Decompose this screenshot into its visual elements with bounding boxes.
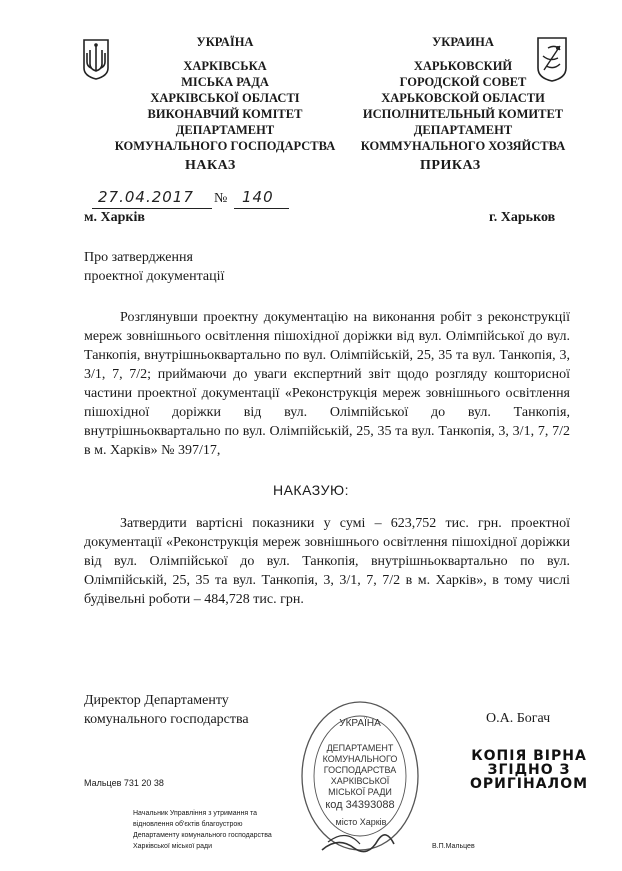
doc-type-left: НАКАЗ bbox=[185, 158, 236, 173]
header-left-line: ВИКОНАВЧИЙ КОМІТЕТ bbox=[147, 107, 303, 121]
seal-code: код 34393088 bbox=[325, 799, 395, 811]
seal-text bbox=[312, 743, 408, 811]
header-right-line: УКРАИНА bbox=[432, 35, 494, 49]
header-left-line: КОМУНАЛЬНОГО ГОСПОДАРСТВА bbox=[114, 139, 336, 153]
approval-note-line: Начальник Управління з утримання та bbox=[133, 810, 258, 817]
approval-note-name: В.П.Мальцев bbox=[432, 843, 475, 850]
signature-position-line: Директор Департаменту bbox=[84, 693, 229, 708]
city-right: г. Харьков bbox=[489, 210, 556, 225]
subject bbox=[84, 248, 224, 286]
copy-verified-stamp bbox=[470, 749, 588, 791]
header-right-line: ИСПОЛНИТЕЛЬНЫЙ КОМИТЕТ bbox=[362, 107, 564, 121]
number-label: № bbox=[214, 191, 228, 206]
subject-line: Про затвердження bbox=[84, 250, 193, 265]
date-number-line bbox=[84, 188, 294, 210]
approval-note-line: Департаменту комунального господарства bbox=[133, 832, 272, 839]
approval-note-line: Харківської міської ради bbox=[133, 843, 213, 850]
seal-line: ХАРКІВСЬКОЇ bbox=[330, 776, 390, 786]
copy-stamp-line: ЗГІДНО З bbox=[487, 762, 571, 778]
number-underline bbox=[234, 208, 289, 209]
copy-stamp-line: ОРИГІНАЛОМ bbox=[470, 776, 589, 792]
date-field: 27.04.2017 bbox=[98, 188, 194, 206]
body-intro: Розглянувши проектну документацію на виконання робіт з реконструкції мереж зовнішнього освітлення пішохідної доріжки від вул. Олімпійської до вул. Танкопія, внутрішньоквартально по вул. Олімпійській, 25, 35 та вул. Танкопія, 3, 3/1, 7, 7/2; приймаючи до уваги експертний звіт щодо розгляду кошторисної частини проектної документації «Реконструкція мереж зовнішнього освітлення пішохідної доріжки від вул. Олімпійської до вул. Танкопія, внутрішньоквартально по вул. Олімпійській, 25, 35 та вул. Танкопія, 3, 3/1, 7, 7/2 в м. Харків» № 397/17, bbox=[84, 310, 570, 458]
header-right bbox=[338, 34, 588, 154]
approval-note bbox=[133, 808, 323, 852]
header-right-line: ХАРЬКОВСКИЙ bbox=[413, 59, 513, 73]
number-field: 140 bbox=[242, 188, 274, 206]
seal-bottom-text: місто Харків bbox=[335, 817, 387, 827]
header-left bbox=[100, 34, 350, 154]
signature-position-line: комунального господарства bbox=[84, 712, 249, 727]
city-left: м. Харків bbox=[84, 210, 145, 225]
header-right-line: ХАРЬКОВСКОЙ ОБЛАСТИ bbox=[381, 91, 545, 105]
doc-type-right: ПРИКАЗ bbox=[420, 158, 481, 173]
seal-line: КОМУНАЛЬНОГО bbox=[322, 754, 398, 764]
executor: Мальцев 731 20 38 bbox=[84, 778, 164, 788]
signatory-name: О.А. Богач bbox=[486, 711, 551, 726]
header-right-line: ДЕПАРТАМЕНТ bbox=[413, 123, 513, 137]
seal-line: ДЕПАРТАМЕНТ bbox=[326, 743, 394, 753]
seal-line: МІСЬКОЇ РАДИ bbox=[328, 787, 392, 797]
signature-position bbox=[84, 691, 249, 729]
header-left-line: ХАРКІВСЬКА bbox=[183, 59, 267, 73]
date-underline bbox=[92, 208, 212, 209]
body-order: Затвердити вартісні показники у сумі – 623,752 тис. грн. проектної документації «Реконструкція мереж зовнішнього освітлення пішохідної доріжки від вул. Олімпійської до вул. Танкопія, внутрішньоквартально по вул. Олімпійській, 25, 35 та вул. Танкопія, 3, 3/1, 7, 7/2 в м. Харків», в тому числі будівельні роботи – 484,728 тис. грн. bbox=[84, 516, 570, 607]
seal-top-text: УКРАЇНА bbox=[339, 718, 381, 729]
order-heading: НАКАЗУЮ: bbox=[272, 482, 349, 498]
subject-line: проектної документації bbox=[84, 269, 225, 284]
header-left-line: МІСЬКА РАДА bbox=[181, 75, 269, 89]
header-right-line: КОММУНАЛЬНОГО ХОЗЯЙСТВА bbox=[360, 139, 566, 153]
header-left-line: ДЕПАРТАМЕНТ bbox=[175, 123, 275, 137]
header-left-line: ХАРКІВСЬКОЇ ОБЛАСТІ bbox=[150, 91, 300, 105]
header-right-line: ГОРОДСКОЙ СОВЕТ bbox=[399, 75, 527, 89]
header-left-line: УКРАЇНА bbox=[196, 35, 254, 49]
seal-line: ГОСПОДАРСТВА bbox=[323, 765, 397, 775]
approval-note-line: відновлення об'єктів благоустрою bbox=[133, 821, 243, 828]
copy-stamp-line: КОПІЯ ВІРНА bbox=[471, 748, 587, 764]
